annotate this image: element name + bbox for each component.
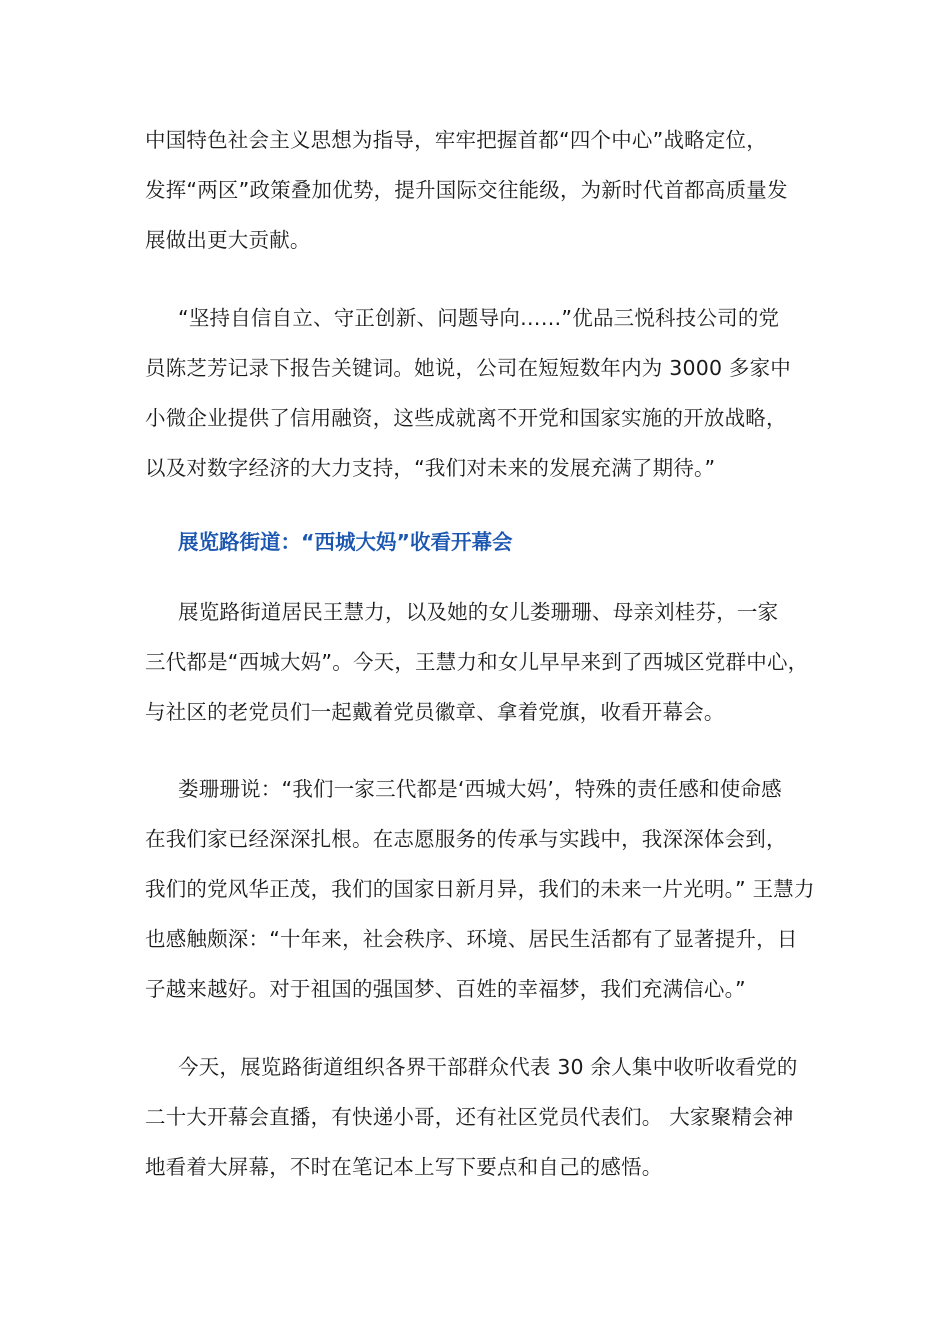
paragraph-5-line-1: 今天，展览路街道组织各界干部群众代表 30 余人集中收听收看党的 — [178, 1055, 798, 1079]
paragraph-3-line-3: 与社区的老党员们一起戴着党员徽章、拿着党旗，收看开幕会。 — [145, 700, 725, 724]
paragraph-4-line-3: 我们的党风华正茂，我们的国家日新月异，我们的未来一片光明。” 王慧力 — [145, 877, 815, 901]
paragraph-4-line-1: 娄珊珊说：“我们一家三代都是‘西城大妈’，特殊的责任感和使命感 — [178, 777, 782, 801]
paragraph-2-line-4: 以及对数字经济的大力支持，“我们对未来的发展充满了期待。” — [145, 456, 716, 480]
paragraph-2-line-3: 小微企业提供了信用融资，这些成就离不开党和国家实施的开放战略， — [145, 406, 787, 430]
section-heading: 展览路街道：“西城大妈”收看开幕会 — [178, 530, 513, 554]
paragraph-2-line-1: “坚持自信自立、守正创新、问题导向……”优品三悦科技公司的党 — [178, 306, 780, 330]
paragraph-3-line-1: 展览路街道居民王慧力，以及她的女儿娄珊珊、母亲刘桂芬，一家 — [178, 600, 779, 624]
paragraph-5-line-3: 地看着大屏幕，不时在笔记本上写下要点和自己的感悟。 — [145, 1155, 663, 1179]
paragraph-2-line-2: 员陈芝芳记录下报告关键词。她说，公司在短短数年内为 3000 多家中 — [145, 356, 792, 380]
paragraph-1-line-1: 中国特色社会主义思想为指导，牢牢把握首都“四个中心”战略定位， — [145, 128, 767, 152]
paragraph-1-line-3: 展做出更大贡献。 — [145, 228, 311, 252]
paragraph-5-line-2: 二十大开幕会直播，有快递小哥，还有社区党员代表们。 大家聚精会神 — [145, 1105, 794, 1129]
paragraph-4-line-4: 也感触颇深：“十年来，社会秩序、环境、居民生活都有了显著提升，日 — [145, 927, 798, 951]
paragraph-4-line-2: 在我们家已经深深扎根。在志愿服务的传承与实践中，我深深体会到， — [145, 827, 787, 851]
paragraph-1-line-2: 发挥“两区”政策叠加优势，提升国际交往能级，为新时代首都高质量发 — [145, 178, 788, 202]
paragraph-4-line-5: 子越来越好。对于祖国的强国梦、百姓的幸福梦，我们充满信心。” — [145, 977, 746, 1001]
paragraph-3-line-2: 三代都是“西城大妈”。今天，王慧力和女儿早早来到了西城区党群中心， — [145, 650, 809, 674]
